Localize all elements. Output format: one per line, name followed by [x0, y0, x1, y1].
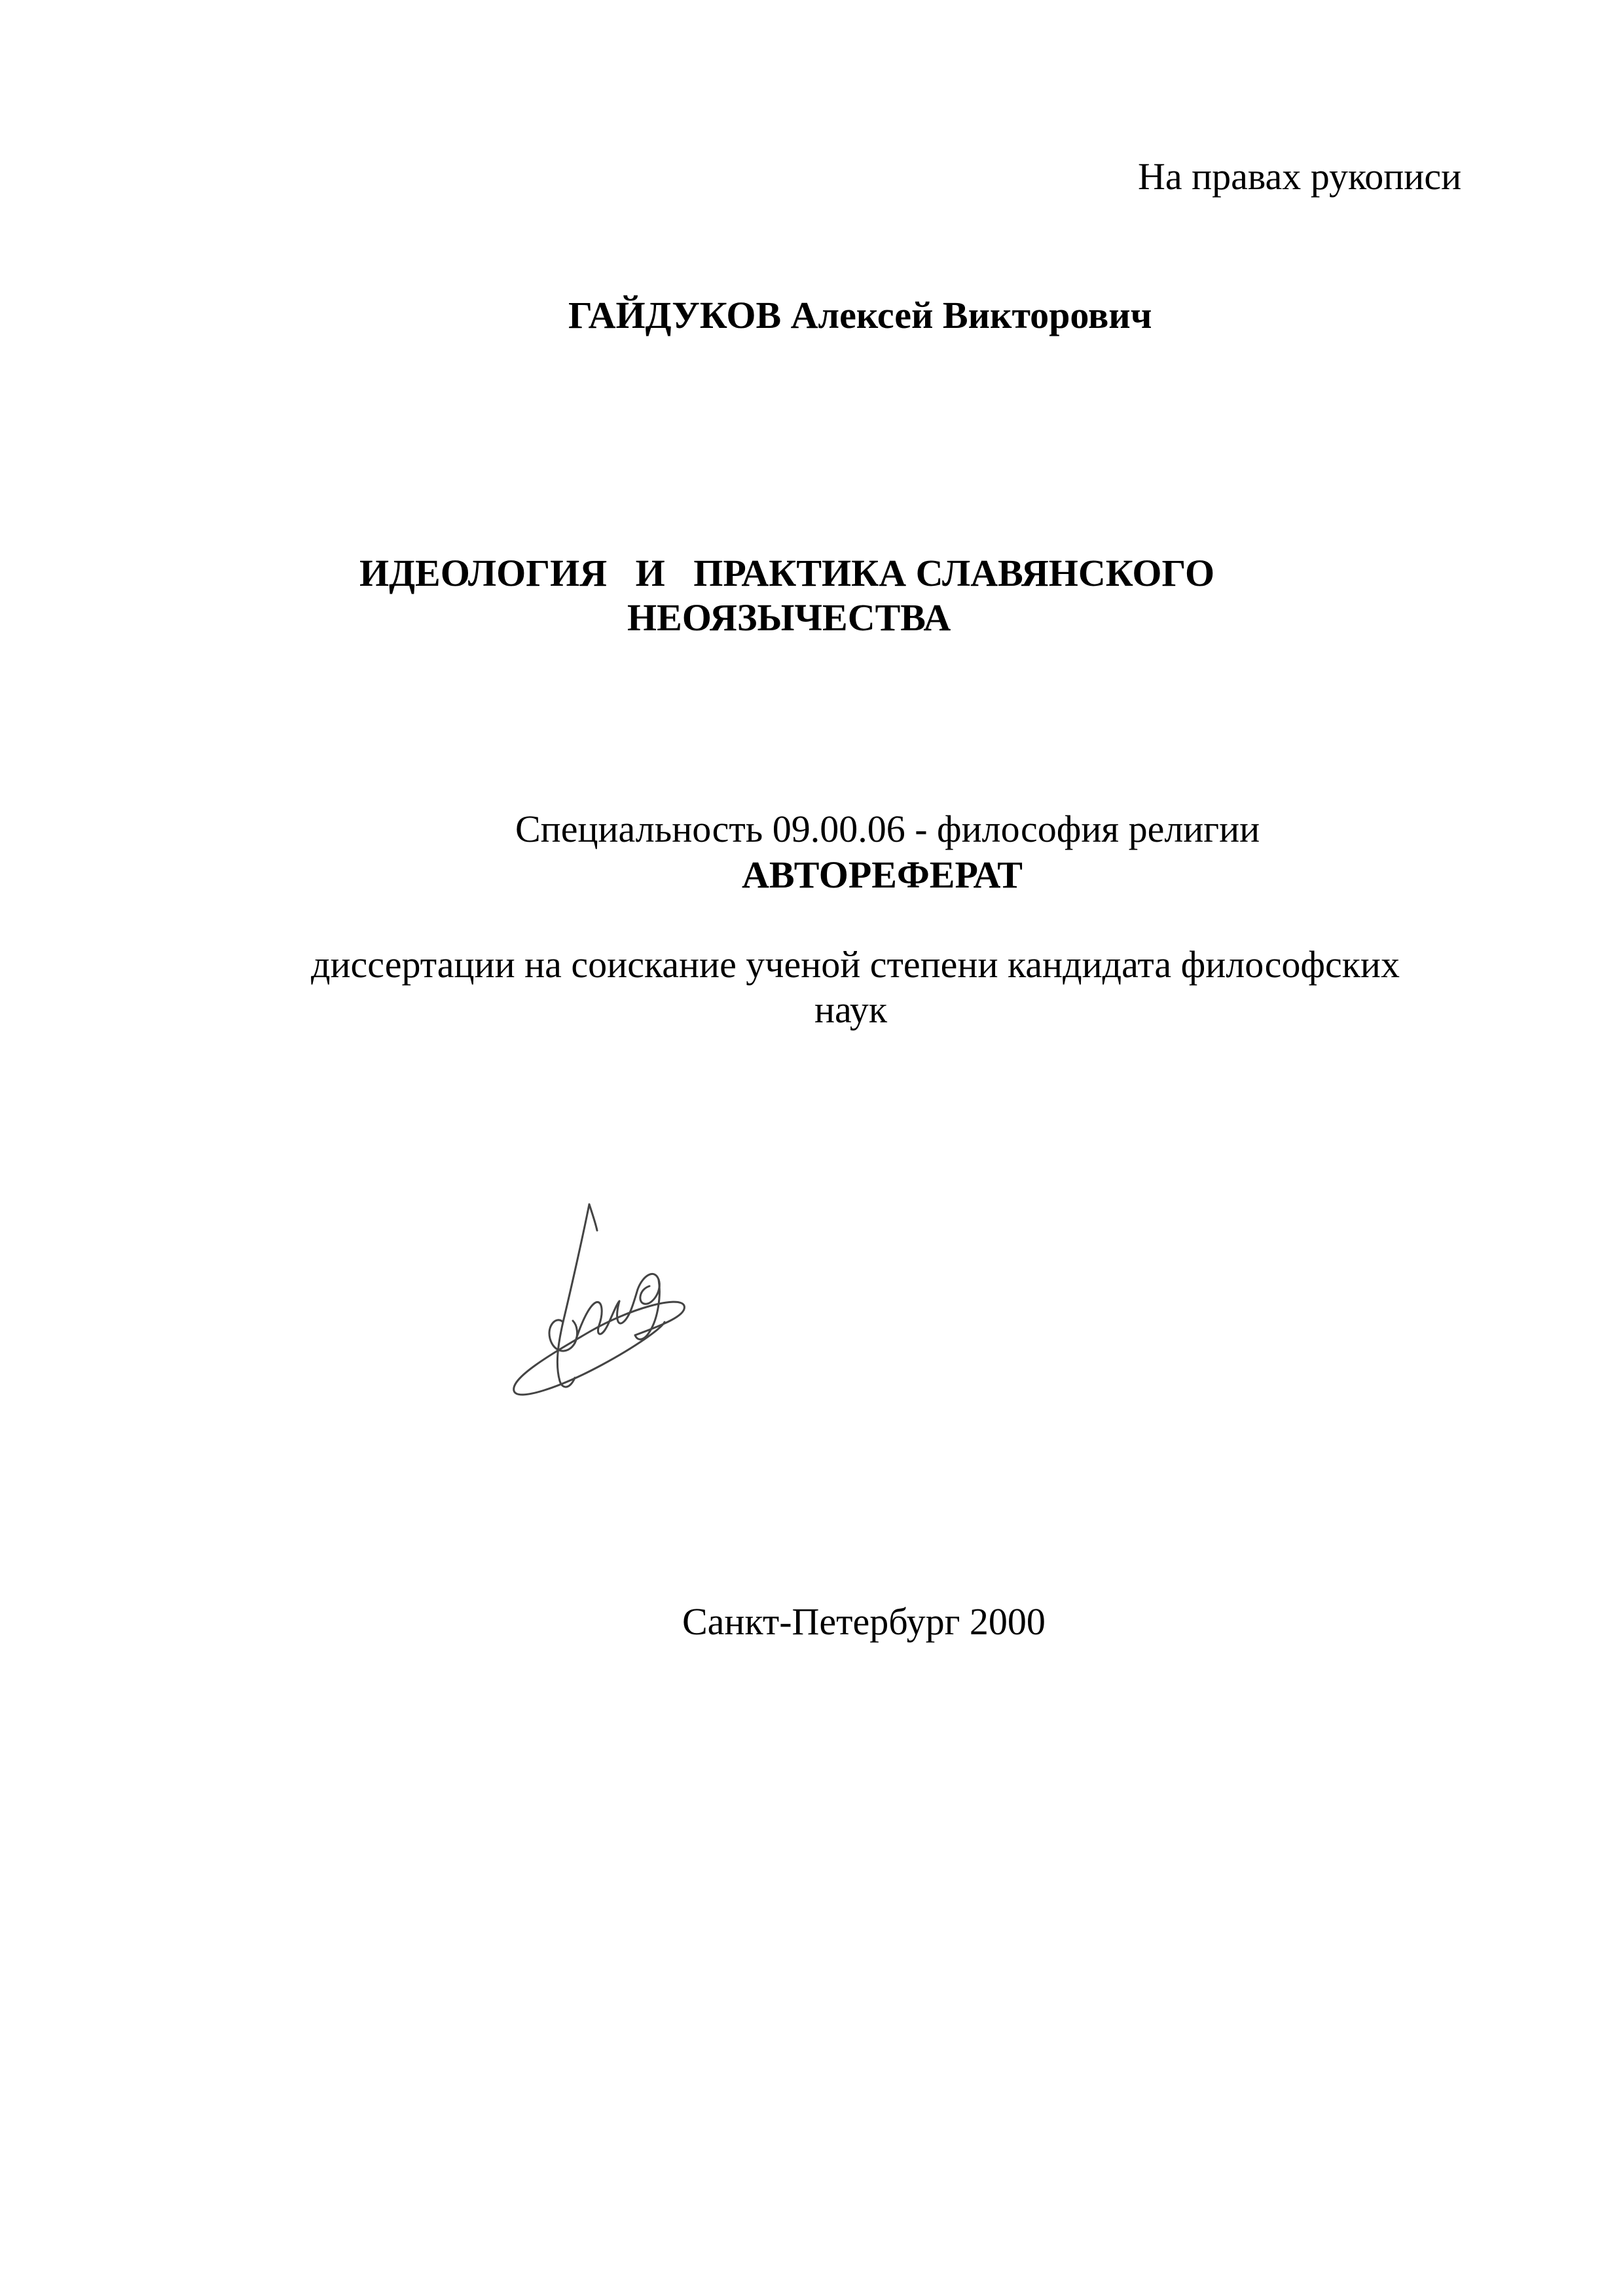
document-title-line-1: ИДЕОЛОГИЯ И ПРАКТИКА СЛАВЯНСКОГО — [359, 552, 1215, 594]
dissertation-purpose-line-1: диссертации на соискание ученой степени кандидата философских — [311, 943, 1400, 986]
place-and-year: Санкт-Петербург 2000 — [682, 1600, 1046, 1643]
handwritten-signature-icon — [498, 1191, 694, 1407]
document-title-line-2: НЕОЯЗЫЧЕСТВА — [627, 596, 951, 639]
dissertation-purpose-line-2: наук — [814, 988, 888, 1031]
specialty-line: Специальность 09.00.06 - философия религии — [515, 808, 1260, 850]
manuscript-rights-note: На правах рукописи — [1138, 155, 1462, 198]
author-name: ГАЙДУКОВ Алексей Викторович — [568, 294, 1152, 336]
document-type: АВТОРЕФЕРАТ — [742, 853, 1023, 896]
